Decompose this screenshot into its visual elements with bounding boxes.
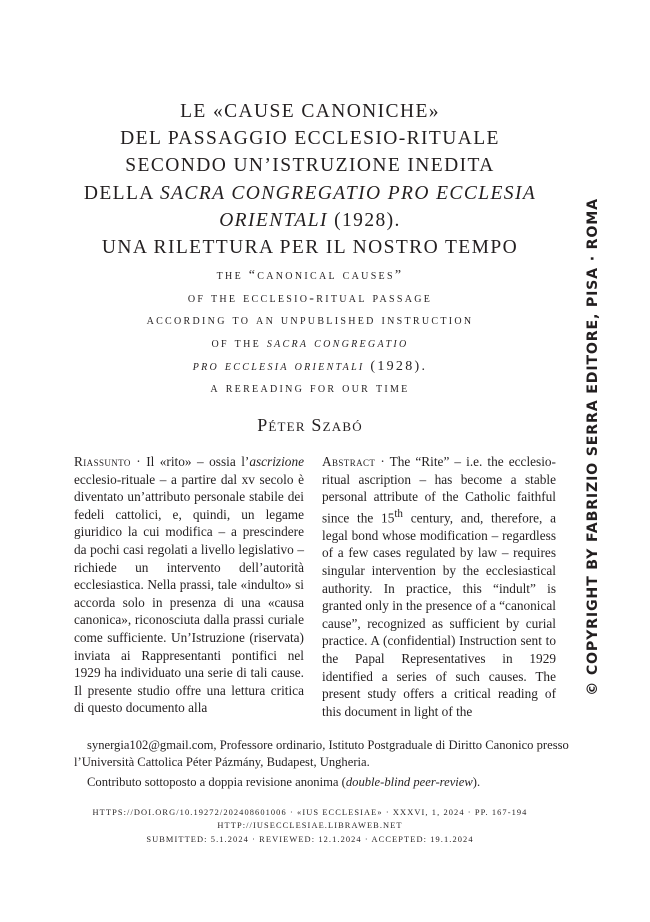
author-footnote: [74, 737, 574, 791]
doi-line: HTTPS://DOI.ORG/10.19272/202408601006 · «IUS ECCLESIAE» · XXXVI, 1, 2024 · PP. 167-194: [92, 808, 528, 817]
italian-title-line-4-prefix: DELLA: [83, 182, 160, 204]
footnote-affiliation: synergia102@gmail.com, Professore ordinario, Istituto Postgraduale di Diritto Canonico presso l’Università Cattolica Péter Pázmány, Budapest, Ungheria.: [74, 738, 569, 769]
english-title-line-5-suffix: (1928).: [364, 358, 428, 374]
italian-title-line-5-italic: ORIENTALI: [219, 209, 328, 231]
copyright-notice: © COPYRIGHT BY FABRIZIO SERRA EDITORE, PISA · ROMA: [585, 198, 601, 696]
english-title-line-5-italic: pro ecclesia orientali: [192, 358, 365, 374]
abstract-text-a: The “Rite” – i.e. the ecclesio-ritual ascription – has become a stable personal attribute of the Catholic faithful since the 15: [322, 454, 556, 526]
footnote-peer-review-italic: double-blind peer-review: [345, 775, 473, 789]
italian-title-line-3: SECONDO UN’ISTRUZIONE INEDITA: [125, 155, 495, 177]
footnote-peer-review-b: ).: [472, 775, 481, 789]
riassunto-text-a: Il «rito» – ossia l’: [146, 454, 250, 469]
abstract-superscript: th: [394, 507, 403, 520]
review-dates: SUBMITTED: 5.1.2024 · REVIEWED: 12.1.2024 · ACCEPTED: 19.1.2024: [146, 834, 474, 844]
footnote-peer-review: [74, 774, 574, 791]
english-title-line-4: [40, 333, 580, 356]
riassunto-separator: ·: [130, 454, 147, 469]
author-name: Péter Szabó: [257, 414, 363, 435]
abstract-column: [322, 453, 556, 720]
riassunto-column: [74, 453, 304, 717]
english-title-line-5: [40, 356, 580, 379]
italian-title-line-4-italic: SACRA CONGREGATIO PRO ECCLESIA: [159, 182, 537, 204]
english-title-line-4-prefix: of the: [211, 336, 267, 351]
abstract-separator: ·: [375, 454, 390, 469]
copyright-sidebar: [583, 198, 603, 696]
abstract-text-b: century, and, therefore, a legal bond whose modification – regardless of a few cases regulated by law – requires singular intervention by the ecclesiastical authority. In practice, this “indult” is granted only in the presence of a “canonical cause”, recognized as sufficient by curial practice. A (confidential) Instruction sent to the Papal Representatives in 1929 identified a series of such causes. The present study offers a critical reading of this document in light of the: [322, 510, 557, 719]
journal-url: HTTP://IUSECCLESIAE.LIBRAWEB.NET: [217, 821, 403, 831]
italian-title-line-2: DEL PASSAGGIO ECCLESIO-RITUALE: [120, 128, 500, 150]
publication-metadata: [40, 806, 580, 846]
title-block: [40, 98, 580, 436]
english-title-line-6: a rereading for our time: [210, 381, 410, 397]
english-title-line-1: the “canonical causes”: [216, 268, 404, 284]
english-title: [40, 265, 580, 401]
italian-title: [40, 98, 580, 261]
abstract-label: Abstract: [322, 454, 376, 469]
italian-title-line-1: LE «CAUSE CANONICHE»: [180, 101, 440, 122]
italian-title-line-4: [40, 180, 580, 207]
english-title-line-3: according to an unpublished instruction: [146, 313, 474, 329]
italian-title-line-5: [40, 207, 580, 234]
footnote-peer-review-a: Contributo sottoposto a doppia revisione anonima (: [87, 775, 346, 789]
english-title-line-4-italic: sacra congregatio: [266, 336, 409, 351]
italian-title-line-5-suffix: (1928).: [327, 209, 401, 231]
riassunto-text-b: ecclesio-rituale – a partire dal xv secolo è diventato un’attributo personale stabile dei fedeli cattolici, e, quindi, un legame giuridico la cui modifica – a prescindere da pochi casi regolati a livello legislativo – richiede un intervento dell’autorità ecclesiastica. Nella prassi, tale «indulto» si accorda solo in presenza di una «causa canonica», riconosciuta dalla prassi curiale come sufficiente. Un’Istruzione (riservata) inviata ai Rappresentanti pontifici nel 1929 ha individuato una serie di tali cause. Il presente studio offre una lettura critica di questo documento alla: [74, 471, 304, 716]
italian-title-line-6: UNA RILETTURA PER IL NOSTRO TEMPO: [101, 237, 519, 259]
english-title-line-2: of the ecclesio-ritual passage: [187, 290, 433, 306]
riassunto-italic-term: ascrizione: [249, 454, 304, 469]
riassunto-label: Riassunto: [74, 454, 131, 469]
